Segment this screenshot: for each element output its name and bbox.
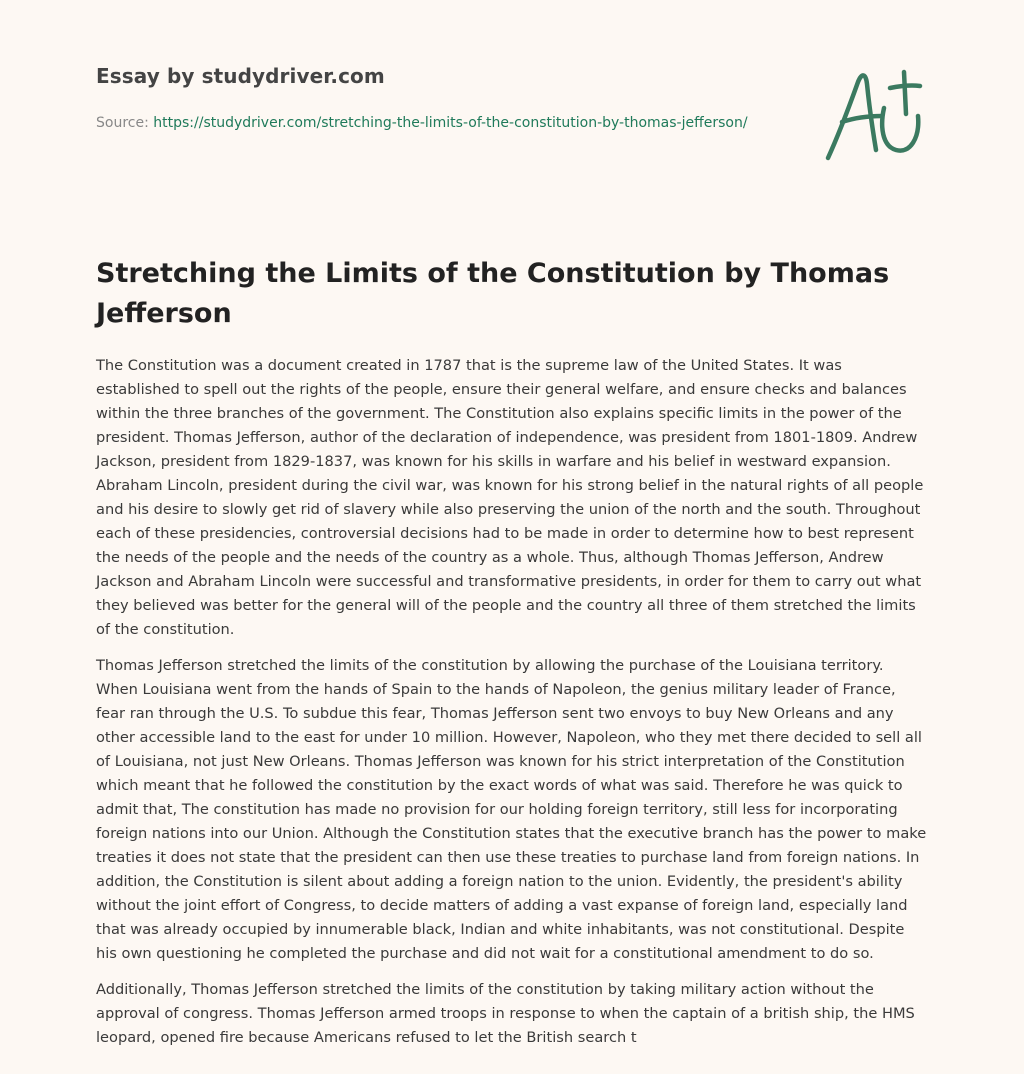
source-line: [96, 112, 756, 135]
a-plus-logo-icon: [824, 64, 934, 170]
source-link[interactable]: https://studydriver.com/stretching-the-limits-of-the-constitution-by-thomas-jefferson/: [153, 115, 748, 131]
essay-title: Stretching the Limits of the Constitution by Thomas Jefferson: [96, 258, 890, 329]
essay-body: [96, 354, 928, 1062]
essay-paragraph: Additionally, Thomas Jefferson stretched the limits of the constitution by taking military action without the approval of congress. Thomas Jefferson armed troops in response to when the captain of a british ship, the HMS leopard, opened fire because Americans refused to let the British search t: [96, 981, 915, 1046]
source-label: Source:: [96, 115, 154, 131]
essay-paragraph: The Constitution was a document created in 1787 that is the supreme law of the United States. It was established to spell out the rights of the people, ensure their general welfare, and ensure checks and balances within the three branches of the government. The Constitution also explains specific limits in the power of the president. Thomas Jefferson, author of the declaration of independence, was president from 1801-1809. Andrew Jackson, president from 1829-1837, was known for his skills in warfare and his belief in westward expansion. Abraham Lincoln, president during the civil war, was known for his strong belief in the natural rights of all people and his desire to slowly get rid of slavery while also preserving the union of the north and the south. Throughout each of these presidencies, controversial decisions had to be made in order to determine how to best represent the needs of the people and the needs of the country as a whole. Thus, although Thomas Jefferson, Andrew Jackson and Abraham Lincoln were successful and transformative presidents, in order for them to carry out what they believed was better for the general will of the people and the country all three of them stretched the limits of the constitution.: [96, 357, 924, 638]
essay-paragraph: Thomas Jefferson stretched the limits of the constitution by allowing the purchase of the Louisiana territory. When Louisiana went from the hands of Spain to the hands of Napoleon, the genius military leader of France, fear ran through the U.S. To subdue this fear, Thomas Jefferson sent two envoys to buy New Orleans and any other accessible land to the east for under 10 million. However, Napoleon, who they met there decided to sell all of Louisiana, not just New Orleans. Thomas Jefferson was known for his strict interpretation of the Constitution which meant that he followed the constitution by the exact words of what was said. Therefore he was quick to admit that, The constitution has made no provision for our holding foreign territory, still less for incorporating foreign nations into our Union. Although the Constitution states that the executive branch has the power to make treaties it does not state that the president can then use these treaties to purchase land from foreign nations. In addition, the Constitution is silent about adding a foreign nation to the union. Evidently, the president's ability without the joint effort of Congress, to decide matters of adding a vast expanse of foreign land, especially land that was already occupied by innumerable black, Indian and white inhabitants, was not constitutional. Despite his own questioning he completed the purchase and did not wait for a constitutional amendment to do so.: [96, 657, 927, 962]
site-brand: Essay by studydriver.com: [96, 64, 385, 88]
